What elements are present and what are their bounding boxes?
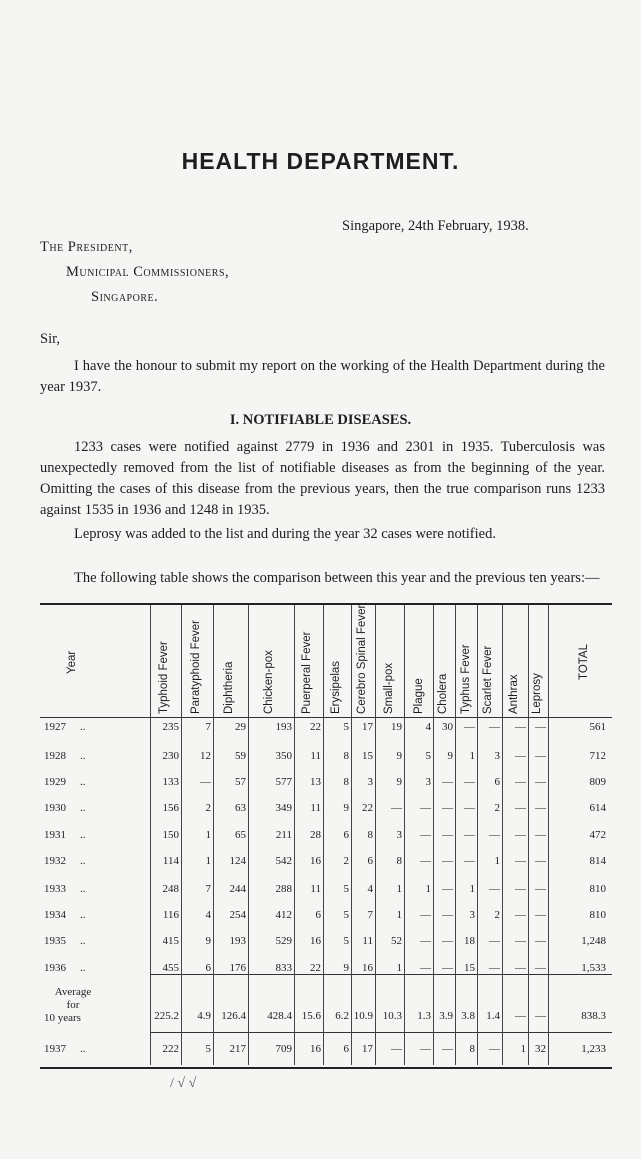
- table-row-cell: 3: [494, 750, 500, 762]
- year-label: 1931: [44, 829, 66, 841]
- table-row-cell: 244: [229, 883, 246, 895]
- table-row-cell: 65: [235, 829, 246, 841]
- table-row-cell: 810: [589, 883, 606, 895]
- column-header: Chicken-pox: [263, 650, 275, 714]
- column-header: Scarlet Fever: [482, 645, 494, 714]
- salutation: Sir,: [40, 331, 60, 347]
- table-row-cell: 9: [343, 802, 349, 814]
- table-row-cell: 63: [235, 802, 246, 814]
- table-header-rule: [40, 717, 612, 718]
- table-row-cell: 6: [494, 776, 500, 788]
- table-row-cell: 22: [310, 962, 321, 974]
- table-row-cell: 1: [494, 855, 500, 867]
- table-row-cell: 28: [310, 829, 321, 841]
- table-row-cell: —: [442, 855, 453, 867]
- table-row-cell: 52: [391, 935, 402, 947]
- table-row-cell: 30: [442, 721, 453, 733]
- table-row-cell: 7: [205, 883, 211, 895]
- average-label-line-2: for: [66, 999, 80, 1011]
- table-row-cell: —: [515, 855, 526, 867]
- table-row-cell: 8: [367, 829, 373, 841]
- current-year-row-cell: —: [442, 1043, 453, 1055]
- table-row-cell: —: [442, 829, 453, 841]
- table-row-cell: —: [535, 962, 546, 974]
- table-row-year: [44, 883, 86, 895]
- table-row-cell: 235: [162, 721, 179, 733]
- table-row-cell: 29: [235, 721, 246, 733]
- average-label: [44, 986, 102, 1025]
- table-row-cell: —: [420, 829, 431, 841]
- table-row-cell: —: [442, 802, 453, 814]
- table-row-cell: —: [515, 883, 526, 895]
- table-row-cell: 11: [362, 935, 373, 947]
- table-row-cell: 8: [343, 750, 349, 762]
- table-row-cell: 5: [425, 750, 431, 762]
- column-header: Typhus Fever: [460, 644, 472, 714]
- addressee-line-1: The President,: [40, 239, 133, 255]
- average-bottom-rule: [150, 1032, 612, 1033]
- leader-dots: ..: [80, 883, 86, 895]
- table-row-cell: 114: [162, 855, 179, 867]
- table-row-cell: —: [535, 750, 546, 762]
- column-header: Anthrax: [508, 674, 520, 714]
- table-row-cell: 614: [589, 802, 606, 814]
- table-row-year: [44, 776, 86, 788]
- table-row-cell: 1: [469, 883, 475, 895]
- table-row-cell: 16: [310, 855, 321, 867]
- year-label: 1932: [44, 855, 66, 867]
- table-top-rule: [40, 603, 612, 605]
- table-row-cell: 3: [469, 909, 475, 921]
- table-row-cell: 15: [464, 962, 475, 974]
- table-row-cell: —: [464, 829, 475, 841]
- average-row-cell: 3.9: [439, 1010, 453, 1022]
- table-row-cell: 472: [589, 829, 606, 841]
- current-year-row-cell: 6: [343, 1043, 349, 1055]
- current-year-row-cell: 1,233: [581, 1043, 606, 1055]
- table-row-cell: 2: [205, 802, 211, 814]
- current-year-row-cell: 17: [362, 1043, 373, 1055]
- column-header: Small-pox: [383, 662, 395, 714]
- average-row-cell: 838.3: [581, 1010, 606, 1022]
- dateline: Singapore, 24th February, 1938.: [342, 218, 529, 234]
- table-row-cell: 9: [205, 935, 211, 947]
- table-row-cell: 8: [343, 776, 349, 788]
- table-row-cell: 1: [205, 829, 211, 841]
- table-row-cell: 211: [275, 829, 292, 841]
- table-row-cell: —: [442, 909, 453, 921]
- section-heading: I. NOTIFIABLE DISEASES.: [229, 412, 412, 428]
- table-row-cell: 5: [343, 909, 349, 921]
- table-bottom-rule: [40, 1067, 612, 1069]
- table-row-cell: 156: [162, 802, 179, 814]
- table-row-cell: 1: [396, 883, 402, 895]
- table-row-cell: 1: [469, 750, 475, 762]
- table-row-cell: —: [420, 855, 431, 867]
- table-row-cell: 1: [396, 909, 402, 921]
- table-row-cell: 150: [162, 829, 179, 841]
- table-row-cell: 1: [396, 962, 402, 974]
- current-year-row-cell: —: [391, 1043, 402, 1055]
- table-row-cell: —: [442, 962, 453, 974]
- year-label: 1936: [44, 962, 66, 974]
- column-header: Cholera: [437, 673, 449, 714]
- leader-dots: ..: [80, 855, 86, 867]
- table-row-cell: —: [420, 802, 431, 814]
- table-row-cell: —: [420, 962, 431, 974]
- table-row-cell: 2: [343, 855, 349, 867]
- table-row-cell: —: [442, 935, 453, 947]
- table-row-cell: 7: [367, 909, 373, 921]
- table-row-cell: 133: [162, 776, 179, 788]
- table-row-cell: —: [442, 883, 453, 895]
- table-row-cell: 1: [205, 855, 211, 867]
- paragraph-notified: 1233 cases were notified against 2779 in 1936 and 2301 in 1935. Tuberculosis was unexpectedly removed from the list of notifiable diseases as from the beginning of the year. Omitting the cases of this disease from the previous years, then the true comparison runs 1233 against 1535 in 1936 and 1248 in 1935.: [40, 439, 605, 518]
- column-header: Cerebro Spinal Fever: [356, 604, 368, 714]
- current-year-row-cell: 32: [535, 1043, 546, 1055]
- table-row-cell: 561: [589, 721, 606, 733]
- table-row-cell: 1,533: [581, 962, 606, 974]
- table-row-cell: 6: [205, 962, 211, 974]
- year-label: 1927: [44, 721, 66, 733]
- table-row-cell: 712: [589, 750, 606, 762]
- average-label-line-1: Average: [54, 986, 92, 998]
- average-row-cell: 428.4: [267, 1010, 292, 1022]
- table-row-cell: 9: [447, 750, 453, 762]
- table-row-cell: 814: [589, 855, 606, 867]
- table-row-cell: 8: [396, 855, 402, 867]
- table-row-year: [44, 829, 86, 841]
- current-year-row-cell: —: [489, 1043, 500, 1055]
- year-label: 1934: [44, 909, 66, 921]
- addressee-line-3: Singapore.: [91, 289, 159, 305]
- table-row-cell: 11: [310, 883, 321, 895]
- table-row-cell: 19: [391, 721, 402, 733]
- table-row-year: [44, 935, 86, 947]
- current-year-row-cell: —: [420, 1043, 431, 1055]
- leader-dots: ..: [80, 721, 86, 733]
- year-label: 1928: [44, 750, 66, 762]
- table-row-cell: 415: [162, 935, 179, 947]
- table-row-cell: —: [489, 829, 500, 841]
- table-row-cell: 5: [343, 883, 349, 895]
- table-row-cell: 350: [275, 750, 292, 762]
- current-year-row-cell: 217: [229, 1043, 246, 1055]
- table-row-cell: 412: [275, 909, 292, 921]
- leader-dots: ..: [80, 776, 86, 788]
- table-row-cell: 248: [162, 883, 179, 895]
- leader-dots: ..: [80, 802, 86, 814]
- table-row-cell: 230: [162, 750, 179, 762]
- average-row-cell: 10.9: [353, 1010, 373, 1022]
- table-row-cell: —: [464, 802, 475, 814]
- table-row-cell: 1,248: [581, 935, 606, 947]
- year-label: 1933: [44, 883, 66, 895]
- table-row-cell: 15: [362, 750, 373, 762]
- table-row-cell: 13: [310, 776, 321, 788]
- table-row-cell: —: [515, 776, 526, 788]
- table-row-year: [44, 802, 86, 814]
- table-row-cell: 6: [315, 909, 321, 921]
- column-header: Plague: [413, 678, 425, 714]
- table-row-cell: —: [515, 802, 526, 814]
- year-label: 1937: [44, 1043, 66, 1055]
- average-row-cell: —: [535, 1010, 546, 1022]
- table-row-cell: —: [464, 721, 475, 733]
- table-row-cell: 22: [362, 802, 373, 814]
- table-row-cell: 6: [343, 829, 349, 841]
- paragraph-leprosy: Leprosy was added to the list and during the year 32 cases were notified.: [74, 526, 496, 542]
- table-row-cell: 810: [589, 909, 606, 921]
- column-header: TOTAL: [578, 644, 590, 680]
- table-row-cell: 2: [494, 802, 500, 814]
- table-row-cell: —: [535, 909, 546, 921]
- table-row-cell: 12: [200, 750, 211, 762]
- table-row-cell: —: [535, 802, 546, 814]
- table-row-cell: —: [515, 721, 526, 733]
- table-row-cell: 3: [367, 776, 373, 788]
- table-row-cell: 22: [310, 721, 321, 733]
- table-row-cell: 124: [229, 855, 246, 867]
- table-row-cell: —: [464, 855, 475, 867]
- table-row-cell: 455: [162, 962, 179, 974]
- table-row-cell: 9: [396, 750, 402, 762]
- footer-marks: / √ √: [170, 1076, 197, 1091]
- table-row-cell: —: [489, 935, 500, 947]
- paragraph-table-intro: The following table shows the comparison between this year and the previous ten years:—: [74, 570, 600, 586]
- table-row-cell: 529: [275, 935, 292, 947]
- current-year-row-year: [44, 1043, 86, 1055]
- average-row-cell: 4.9: [197, 1010, 211, 1022]
- table-row-cell: 5: [343, 935, 349, 947]
- table-row-cell: 3: [425, 776, 431, 788]
- table-row-cell: —: [489, 721, 500, 733]
- table-row-cell: 7: [205, 721, 211, 733]
- average-row-cell: 10.3: [382, 1010, 402, 1022]
- table-row-cell: 1: [425, 883, 431, 895]
- average-row-cell: 6.2: [335, 1010, 349, 1022]
- average-row-cell: 225.2: [154, 1010, 179, 1022]
- table-row-cell: —: [420, 909, 431, 921]
- table-row-cell: —: [515, 909, 526, 921]
- leader-dots: ..: [80, 962, 86, 974]
- table-row-year: [44, 750, 86, 762]
- leader-dots: ..: [80, 750, 86, 762]
- column-header: Diphtheria: [223, 661, 235, 714]
- table-row-cell: 59: [235, 750, 246, 762]
- table-row-cell: 17: [362, 721, 373, 733]
- table-row-cell: —: [515, 962, 526, 974]
- table-row-cell: 193: [229, 935, 246, 947]
- table-row-cell: —: [535, 855, 546, 867]
- table-row-cell: 116: [162, 909, 179, 921]
- table-row-cell: —: [200, 776, 211, 788]
- column-header: Puerperal Fever: [301, 631, 313, 714]
- table-row-cell: 9: [396, 776, 402, 788]
- table-row-cell: 2: [494, 909, 500, 921]
- table-row-cell: 57: [235, 776, 246, 788]
- table-row-cell: 16: [362, 962, 373, 974]
- column-header: Leprosy: [531, 673, 543, 714]
- table-row-cell: 18: [464, 935, 475, 947]
- table-row-cell: 9: [343, 962, 349, 974]
- table-row-cell: —: [535, 776, 546, 788]
- average-row-cell: 15.6: [301, 1010, 321, 1022]
- page-title: HEALTH DEPARTMENT.: [181, 148, 460, 174]
- current-year-row-cell: 8: [469, 1043, 475, 1055]
- column-header: Typhoid Fever: [158, 641, 170, 714]
- table-row-cell: —: [420, 935, 431, 947]
- table-row-cell: 833: [275, 962, 292, 974]
- average-row-cell: 3.8: [461, 1010, 475, 1022]
- average-row-cell: 1.4: [486, 1010, 500, 1022]
- table-row-cell: 577: [275, 776, 292, 788]
- table-row-cell: 809: [589, 776, 606, 788]
- current-year-row-cell: 222: [162, 1043, 179, 1055]
- table-row-cell: 16: [310, 935, 321, 947]
- table-row-cell: —: [515, 935, 526, 947]
- table-row-cell: —: [535, 721, 546, 733]
- leader-dots: ..: [80, 1043, 86, 1055]
- current-year-row-cell: 5: [205, 1043, 211, 1055]
- column-header: Year: [66, 650, 78, 674]
- year-label: 1929: [44, 776, 66, 788]
- table-row-cell: 4: [367, 883, 373, 895]
- table-row-cell: 176: [229, 962, 246, 974]
- column-header: Paratyphoid Fever: [190, 620, 202, 714]
- table-row-cell: 4: [425, 721, 431, 733]
- table-row-cell: 6: [367, 855, 373, 867]
- table-row-cell: 3: [396, 829, 402, 841]
- table-row-cell: —: [442, 776, 453, 788]
- table-row-cell: —: [535, 883, 546, 895]
- table-row-cell: —: [489, 883, 500, 895]
- year-label: 1935: [44, 935, 66, 947]
- table-row-year: [44, 721, 86, 733]
- table-row-cell: —: [535, 829, 546, 841]
- year-label: 1930: [44, 802, 66, 814]
- average-row-cell: 1.3: [417, 1010, 431, 1022]
- table-row-cell: 4: [205, 909, 211, 921]
- intro-paragraph: I have the honour to submit my report on the working of the Health Department during the year 1937.: [40, 358, 605, 395]
- table-row-year: [44, 855, 86, 867]
- table-row-cell: 11: [310, 750, 321, 762]
- table-row-cell: —: [464, 776, 475, 788]
- table-row-cell: 11: [310, 802, 321, 814]
- table-row-cell: 349: [275, 802, 292, 814]
- table-row-cell: —: [391, 802, 402, 814]
- table-row-cell: —: [515, 750, 526, 762]
- current-year-row-cell: 16: [310, 1043, 321, 1055]
- addressee-line-2: Municipal Commissioners,: [66, 264, 230, 280]
- table-row-cell: —: [535, 935, 546, 947]
- table-row-year: [44, 962, 86, 974]
- leader-dots: ..: [80, 909, 86, 921]
- leader-dots: ..: [80, 935, 86, 947]
- current-year-row-cell: 1: [520, 1043, 526, 1055]
- table-row-cell: —: [489, 962, 500, 974]
- average-label-line-3: 10 years: [44, 1012, 81, 1024]
- table-row-cell: —: [515, 829, 526, 841]
- table-row-cell: 5: [343, 721, 349, 733]
- average-row-cell: —: [515, 1010, 526, 1022]
- leader-dots: ..: [80, 829, 86, 841]
- average-top-rule: [150, 974, 612, 975]
- table-row-year: [44, 909, 86, 921]
- current-year-row-cell: 709: [275, 1043, 292, 1055]
- average-row-cell: 126.4: [221, 1010, 246, 1022]
- table-row-cell: 193: [275, 721, 292, 733]
- table-row-cell: 254: [229, 909, 246, 921]
- column-header: Erysipelas: [330, 660, 342, 714]
- table-row-cell: 542: [275, 855, 292, 867]
- table-row-cell: 288: [275, 883, 292, 895]
